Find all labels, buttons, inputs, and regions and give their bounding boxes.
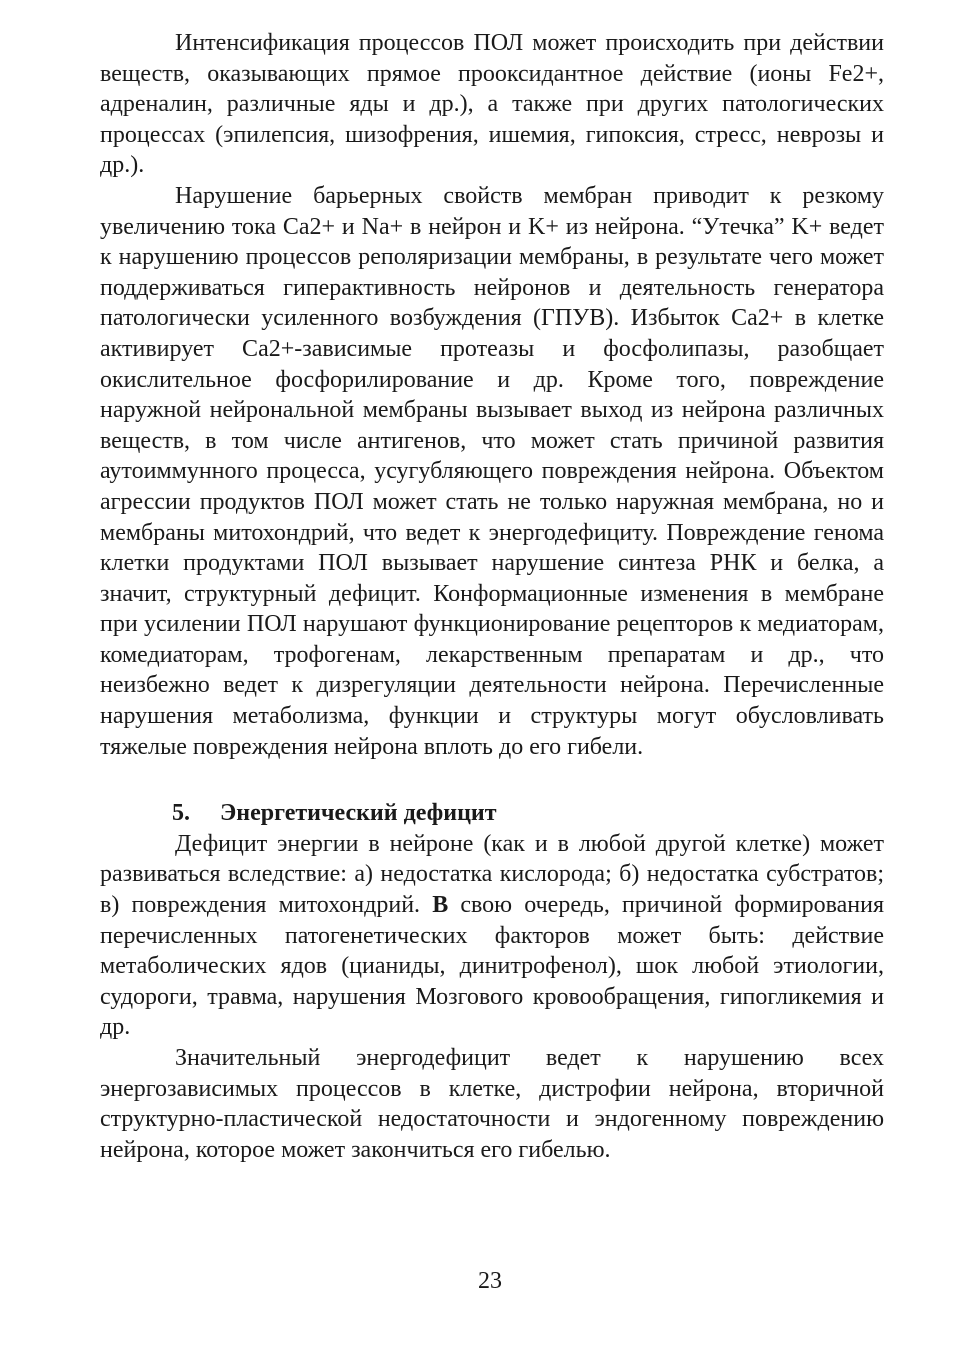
paragraph-pol-intensification: Интенсификация процессов ПОЛ может происходить при действии веществ, оказывающих прямое прооксидантное действие (ионы Fe2+, адреналин, различные яды и др.), а также при других патологических процессах (эпилепсия, шизофрения, ишемия, гипоксия, стресс, неврозы и др.). bbox=[100, 30, 884, 179]
document-page bbox=[100, 28, 884, 1165]
paragraph-energy-deficit-bold-letter: В bbox=[432, 892, 449, 919]
section-title: Энергетический дефицит bbox=[220, 800, 497, 827]
paragraph-energy-consequences: Значительный энергодефицит ведет к нарушению всех энергозависимых процессов в клетке, дистрофии нейрона, вторичной структурно-пластической недостаточности и эндогенному повреждению нейрона, которое может закончиться его гибелью. bbox=[100, 1045, 884, 1163]
paragraph-energy-deficit-part1: Дефицит энергии в нейроне (как и в любой другой клетке) может развиваться вследствие: а) недостатка кислорода; б) недостатка субстратов; в) повреждения митохондрий. bbox=[100, 830, 884, 919]
section-number: 5. bbox=[172, 800, 190, 827]
page-number: 23 bbox=[478, 1268, 502, 1294]
section-heading bbox=[100, 798, 884, 829]
paragraph-membrane-barrier: Нарушение барьерных свойств мембран приводит к резкому увеличению тока Ca2+ и Na+ в нейрон и K+ из нейрона. “Утечка” K+ ведет к нарушению процессов реполяризации мембраны, в результате чего может поддерживаться гиперактивность нейронов и деятельность генератора патологически усиленного возбуждения (ГПУВ). Избыток Ca2+ в клетке активирует Ca2+-зависимые протеазы и фосфолипазы, разобщает окислительное фосфорилирование и др. Кроме того, повреждение наружной нейрональной мембраны вызывает выход из нейрона различных веществ, в том числе антигенов, что может стать причиной развития аутоиммунного процесса, усугубляющего повреждения нейрона. Объектом агрессии продуктов ПОЛ может стать не только наружная мембрана, но и мембраны митохондрий, что ведет к энергодефициту. Повреждение генома клетки продуктами ПОЛ вызывает нарушение синтеза РНК и белка, а значит, структурный дефицит. Конформационные изменения в мембране при усилении ПОЛ нарушают функционирование рецепторов к медиаторам, комедиаторам, трофогенам, лекарственным препаратам и др., что неизбежно ведет к дизрегуляции деятельности нейрона. Перечисленные нарушения метаболизма, функции и структуры могут обусловливать тяжелые повреждения нейрона вплоть до его гибели. bbox=[100, 182, 884, 760]
paragraph-energy-deficit bbox=[100, 829, 884, 1043]
paragraph-energy-deficit-part2: свою очередь, причиной формирования перечисленных патогенетических факторов может быть: действие метаболических ядов (цианиды, динитрофенол), шок любой этиологии, судороги, травма, нарушения Мозгового кровообращения, гипогликемия и др. bbox=[100, 892, 885, 1041]
